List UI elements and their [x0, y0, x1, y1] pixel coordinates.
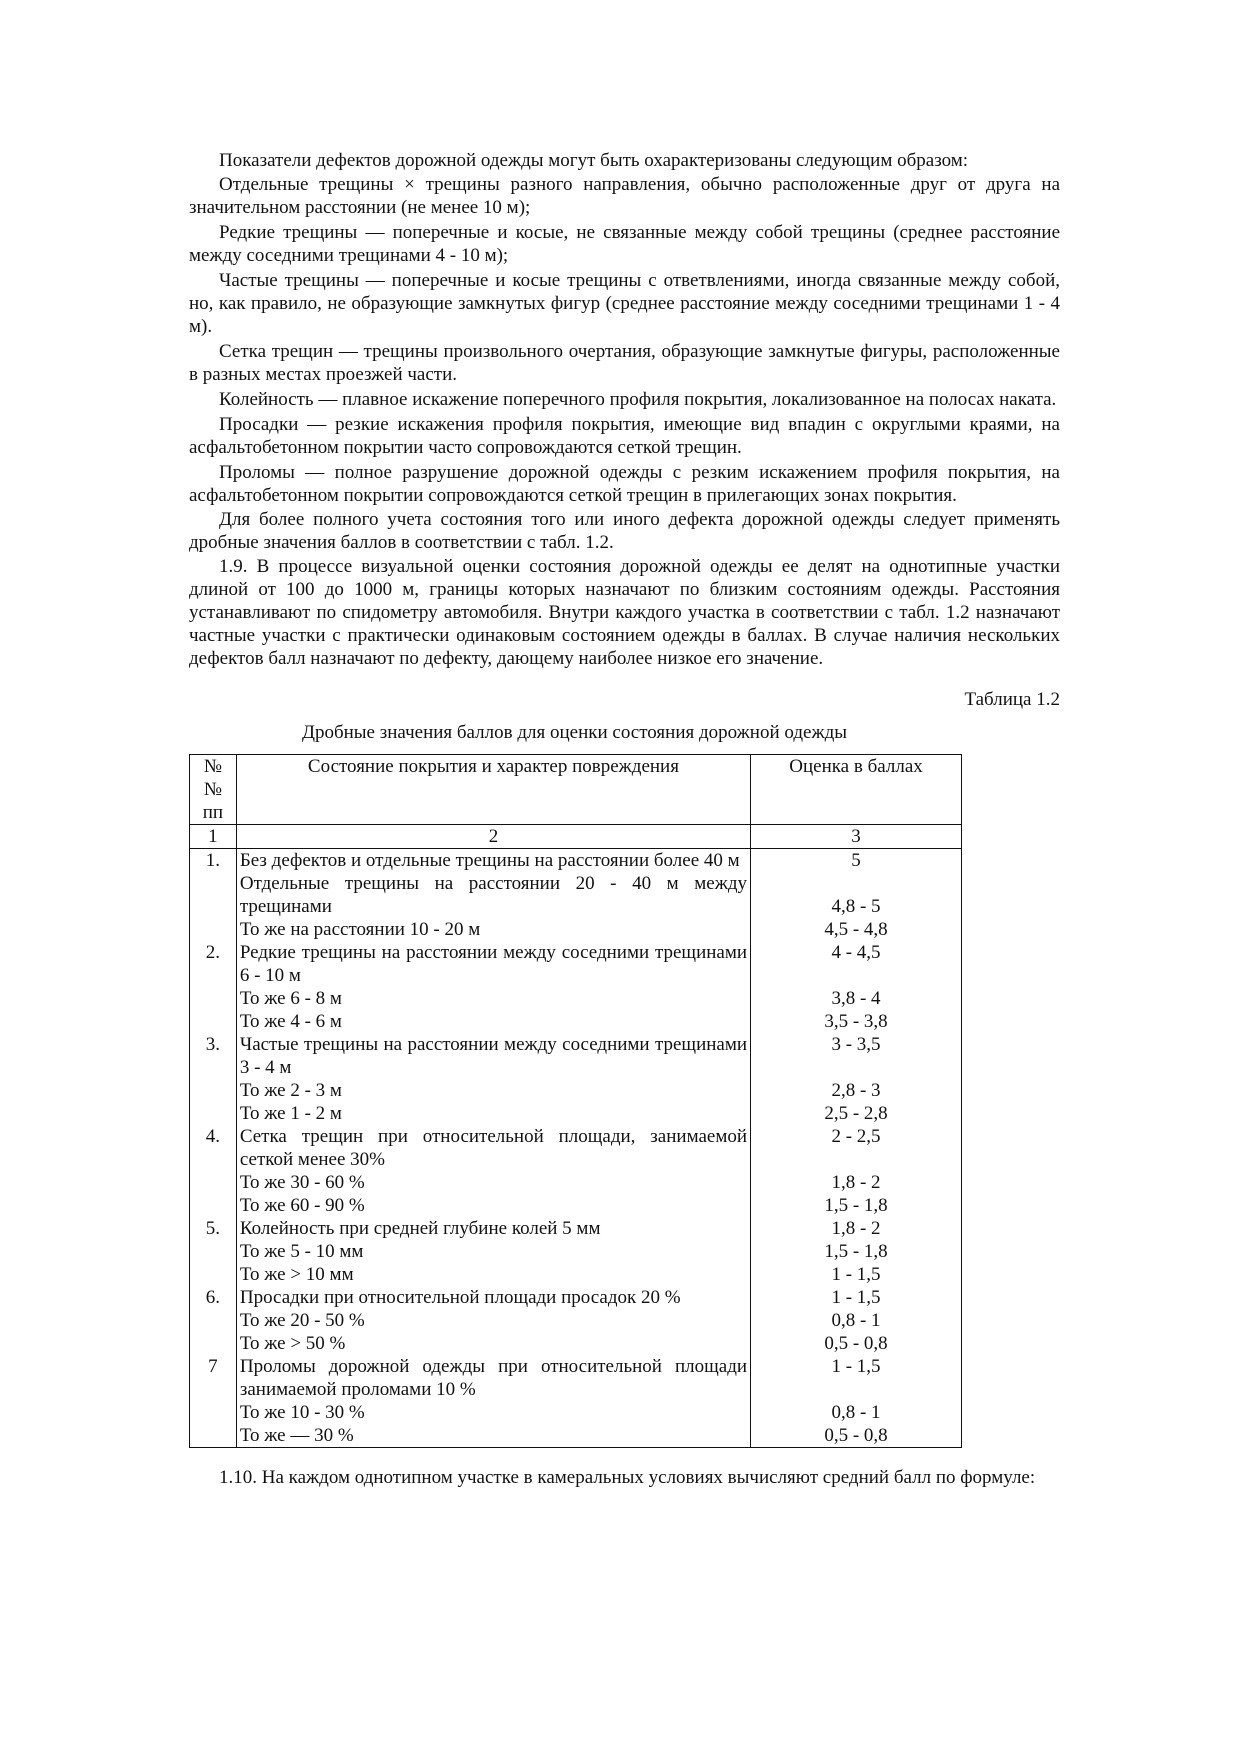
row-score: 4,5 - 4,8	[751, 918, 962, 941]
table-row	[190, 872, 962, 918]
table-row	[190, 987, 962, 1010]
row-description: То же 6 - 8 м	[236, 987, 750, 1010]
row-description: То же 20 - 50 %	[236, 1309, 750, 1332]
column-number: 2	[236, 825, 750, 849]
row-description: То же > 10 мм	[236, 1263, 750, 1286]
grades-table	[189, 754, 962, 1448]
table-row	[190, 1332, 962, 1355]
paragraph-rutting: Колейность — плавное искажение поперечного профиля покрытия, локализованное на полосах наката.	[219, 389, 1057, 410]
table-row	[190, 849, 962, 873]
table-header-row	[190, 755, 962, 825]
paragraph-frequent-cracks: Частые трещины — поперечные и косые трещины с ответвлениями, иногда связанные между собой, но, как правило, не образующие замкнутых фигур (среднее расстояние между соседними трещинами 1 - 4 м).	[189, 270, 1060, 337]
paragraph-single-cracks: Отдельные трещины × трещины разного направления, обычно расположенные друг от друга на значительном расстоянии (не менее 10 м);	[189, 174, 1060, 218]
row-score: 0,5 - 0,8	[751, 1424, 962, 1448]
header-number	[190, 755, 237, 825]
row-description: То же > 50 %	[236, 1332, 750, 1355]
paragraph-crack-grid: Сетка трещин — трещины произвольного очертания, образующие замкнутые фигуры, расположенные в разных местах проезжей части.	[189, 341, 1060, 385]
table-row	[190, 918, 962, 941]
column-numbers-row	[190, 825, 962, 849]
row-description: То же 5 - 10 мм	[236, 1240, 750, 1263]
paragraph-subsidence: Просадки — резкие искажения профиля покрытия, имеющие вид впадин с округлыми краями, на асфальтобетонном покрытии часто сопровождаются сеткой трещин.	[189, 414, 1060, 458]
row-description: Частые трещины на расстоянии между соседними трещинами 3 - 4 м	[236, 1033, 750, 1079]
table-row	[190, 1424, 962, 1448]
header-score: Оценка в баллах	[751, 755, 962, 825]
row-description: Просадки при относительной площади просадок 20 %	[236, 1286, 750, 1309]
paragraph-potholes: Проломы — полное разрушение дорожной одежды с резким искажением профиля покрытия, на асфальтобетонном покрытии сопровождаются сеткой трещин в прилегающих зонах покрытия.	[189, 462, 1060, 506]
row-number	[190, 1079, 237, 1102]
row-score: 0,5 - 0,8	[751, 1332, 962, 1355]
table-row	[190, 1286, 962, 1309]
row-score: 1 - 1,5	[751, 1355, 962, 1401]
document-page	[189, 149, 1060, 1489]
row-number	[190, 1424, 237, 1448]
paragraph-rare-cracks: Редкие трещины — поперечные и косые, не связанные между собой трещины (среднее расстояние между соседними трещинами 4 - 10 м);	[189, 222, 1060, 266]
row-score: 1,8 - 2	[751, 1217, 962, 1240]
row-description: Без дефектов и отдельные трещины на расстоянии более 40 м	[236, 849, 750, 873]
table-row	[190, 1171, 962, 1194]
table-row	[190, 1125, 962, 1171]
row-score: 0,8 - 1	[751, 1401, 962, 1424]
row-description: То же 60 - 90 %	[236, 1194, 750, 1217]
row-number: 6.	[190, 1286, 237, 1309]
row-number	[190, 1263, 237, 1286]
column-number: 3	[751, 825, 962, 849]
row-score: 3,8 - 4	[751, 987, 962, 1010]
row-description: То же 4 - 6 м	[236, 1010, 750, 1033]
row-score: 4 - 4,5	[751, 941, 962, 987]
paragraph-intro: Показатели дефектов дорожной одежды могут быть охарактеризованы следующим образом:	[219, 150, 969, 171]
row-score: 1,8 - 2	[751, 1171, 962, 1194]
table-row	[190, 1217, 962, 1240]
row-score: 1 - 1,5	[751, 1263, 962, 1286]
row-number	[190, 1332, 237, 1355]
row-number	[190, 1102, 237, 1125]
row-score: 3,5 - 3,8	[751, 1010, 962, 1033]
row-score: 1,5 - 1,8	[751, 1240, 962, 1263]
table-row	[190, 1079, 962, 1102]
paragraph-fractional-scores: Для более полного учета состояния того или иного дефекта дорожной одежды следует применять дробные значения баллов в соответствии с табл. 1.2.	[189, 509, 1060, 553]
row-number: 2.	[190, 941, 237, 987]
row-description: То же 10 - 30 %	[236, 1401, 750, 1424]
row-number	[190, 1171, 237, 1194]
table-row	[190, 1263, 962, 1286]
row-number	[190, 918, 237, 941]
row-description: То же на расстоянии 10 - 20 м	[236, 918, 750, 941]
row-description: Сетка трещин при относительной площади, занимаемой сеткой менее 30%	[236, 1125, 750, 1171]
row-number: 7	[190, 1355, 237, 1401]
table-row	[190, 1194, 962, 1217]
row-description: То же 2 - 3 м	[236, 1079, 750, 1102]
row-description: Проломы дорожной одежды при относительной площади занимаемой проломами 10 %	[236, 1355, 750, 1401]
row-number	[190, 987, 237, 1010]
row-score: 2 - 2,5	[751, 1125, 962, 1171]
paragraph-section-1-9: 1.9. В процессе визуальной оценки состояния дорожной одежды ее делят на однотипные участки длиной от 100 до 1000 м, границы которых назначают по близким состояниям одежды. Расстояния устанавливают по спидометру автомобиля. Внутри каждого участка в соответствии с табл. 1.2 назначают частные участки с практически одинаковым состоянием одежды в баллах. В случае наличия нескольких дефектов балл назначают по дефекту, дающему наиболее низкое его значение.	[189, 556, 1060, 669]
row-description: Отдельные трещины на расстоянии 20 - 40 м между трещинами	[236, 872, 750, 918]
table-row	[190, 1240, 962, 1263]
table-row	[190, 1401, 962, 1424]
row-description: То же 30 - 60 %	[236, 1171, 750, 1194]
row-score: 2,5 - 2,8	[751, 1102, 962, 1125]
row-number	[190, 872, 237, 918]
row-score: 4,8 - 5	[751, 872, 962, 918]
row-score: 2,8 - 3	[751, 1079, 962, 1102]
column-number: 1	[190, 825, 237, 849]
header-number-label: № № пп	[202, 756, 224, 823]
row-number	[190, 1240, 237, 1263]
table-row	[190, 1033, 962, 1079]
header-condition: Состояние покрытия и характер повреждения	[236, 755, 750, 825]
row-description: То же 1 - 2 м	[236, 1102, 750, 1125]
row-description: Колейность при средней глубине колей 5 мм	[236, 1217, 750, 1240]
row-score: 1 - 1,5	[751, 1286, 962, 1309]
row-description: Редкие трещины на расстоянии между соседними трещинами 6 - 10 м	[236, 941, 750, 987]
row-score: 5	[751, 849, 962, 873]
table-row	[190, 1010, 962, 1033]
row-number: 3.	[190, 1033, 237, 1079]
row-number	[190, 1010, 237, 1033]
row-score: 1,5 - 1,8	[751, 1194, 962, 1217]
table-number: Таблица 1.2	[964, 689, 1060, 710]
row-description: То же — 30 %	[236, 1424, 750, 1448]
row-number	[190, 1401, 237, 1424]
row-score: 3 - 3,5	[751, 1033, 962, 1079]
row-score: 0,8 - 1	[751, 1309, 962, 1332]
table-row	[190, 1355, 962, 1401]
row-number: 5.	[190, 1217, 237, 1240]
table-row	[190, 1309, 962, 1332]
row-number	[190, 1194, 237, 1217]
table-row	[190, 941, 962, 987]
paragraph-section-1-10: 1.10. На каждом однотипном участке в камеральных условиях вычисляют средний балл по формуле:	[219, 1467, 1036, 1488]
table-row	[190, 1102, 962, 1125]
row-number: 1.	[190, 849, 237, 873]
table-caption: Дробные значения баллов для оценки состояния дорожной одежды	[301, 722, 848, 743]
row-number: 4.	[190, 1125, 237, 1171]
row-number	[190, 1309, 237, 1332]
